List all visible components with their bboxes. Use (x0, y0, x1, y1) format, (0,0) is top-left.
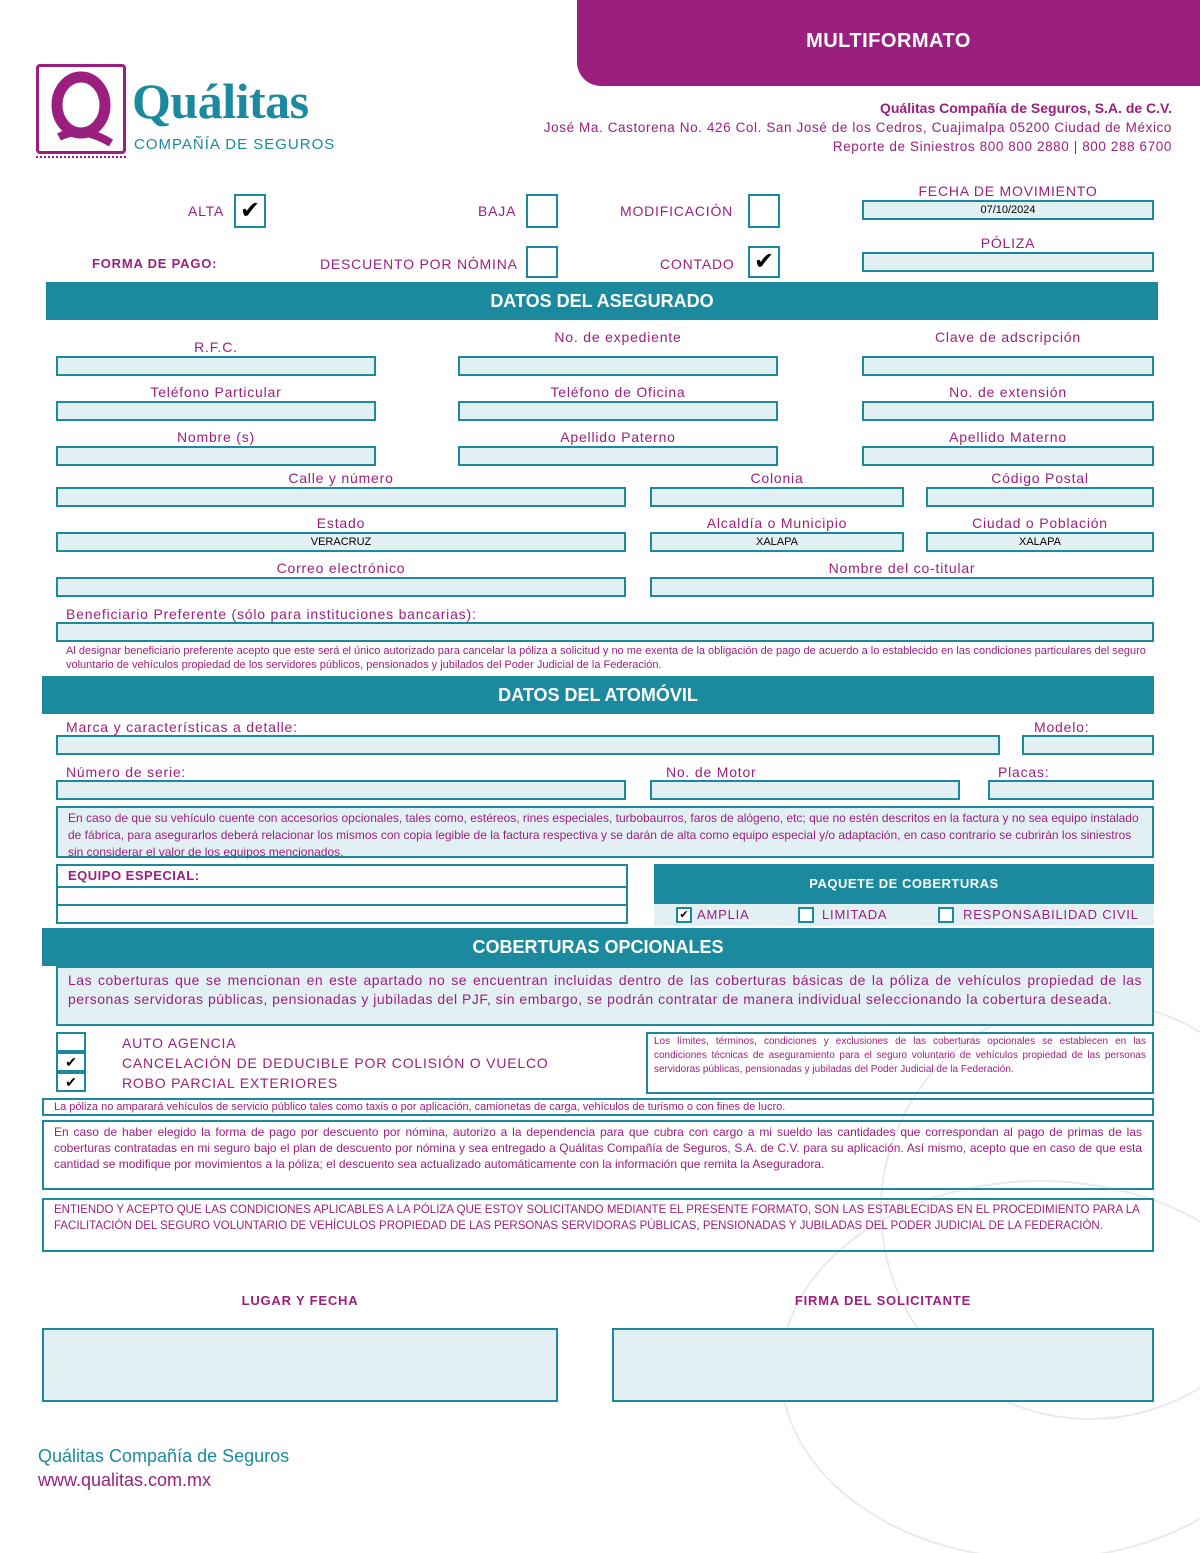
modelo-field[interactable] (1022, 735, 1154, 755)
nombre-field[interactable] (56, 446, 376, 466)
servicio-note-box (42, 1098, 1154, 1116)
logo-subtitle: COMPAÑÍA DE SEGUROS (134, 136, 336, 153)
motor-field[interactable] (650, 780, 960, 800)
numero-serie-label: Número de serie: (66, 764, 187, 780)
baja-checkbox[interactable] (526, 194, 558, 228)
descuento-nomina-label: DESCUENTO POR NÓMINA (320, 256, 518, 272)
alta-checkbox[interactable]: ✔ (234, 194, 266, 228)
limitada-label: LIMITADA (822, 907, 888, 922)
firma-field[interactable] (612, 1328, 1154, 1402)
estado-field[interactable]: VERACRUZ (56, 532, 626, 552)
opcionales-intro-box (56, 966, 1154, 1026)
opcionales-intro: Las coberturas que se mencionan en este apartado no se encuentran incluidas dentro de las coberturas básicas de la póliza de vehículos propiedad de las personas servidoras públicas, pensionadas y jubiladas del PJF, sin embargo, se podrán contratar de manera individual seleccionando la cobertura deseada. (68, 972, 1142, 1007)
accesorios-note: En caso de que su vehículo cuente con accesorios opcionales, tales como, estéreos, rines especiales, turbobaurros, faros de alógeno, etc; que no estén descritos en la factura y no sea equipo instalado de fábrica, para asegurarlos deberá relacionar los mismos con copia legible de la factura respectiva y se darán de alta como equipo especial y/o adaptación, en caso contrario se cubrirán los siniestros sin considerar el valor de los equipos mencionados. (68, 811, 1139, 859)
amplia-label: AMPLIA (697, 907, 750, 922)
municipio-field[interactable]: XALAPA (650, 532, 904, 552)
marca-label: Marca y características a detalle: (66, 719, 298, 735)
nomina-note: En caso de haber elegido la forma de pago por descuento por nómina, autorizo a la dependencia para que cubra con cargo a mi sueldo las cantidades que correspondan al pago de primas de las coberturas contratadas en mi seguro bajo el plan de descuento por nómina y sea entregado a Quálitas Compañía de Seguros, S.A. de C.V. para su aplicación. Así mismo, acepto que en caso de que esta cantidad se modifique por movimientos a la póliza; el descuento sea actualizado automáticamente con la información que remita la Aseguradora. (54, 1125, 1142, 1171)
header-tab-title: MULTIFORMATO (806, 30, 971, 52)
colonia-label: Colonia (750, 470, 804, 486)
limites-note-box (646, 1032, 1154, 1094)
apellido-paterno-label: Apellido Paterno (560, 429, 676, 445)
calle-label: Calle y número (288, 470, 394, 486)
correo-label: Correo electrónico (276, 560, 406, 576)
footer-company: Quálitas Compañía de Seguros (38, 1446, 290, 1466)
lugar-fecha-label: LUGAR Y FECHA (241, 1293, 359, 1308)
nomina-note-box (42, 1120, 1154, 1190)
correo-field[interactable] (56, 577, 626, 597)
numero-serie-field[interactable] (56, 780, 626, 800)
logo (36, 64, 356, 160)
nombre-label: Nombre (s) (176, 429, 255, 445)
robo-parcial-label: ROBO PARCIAL EXTERIORES (122, 1075, 338, 1091)
poliza-label: PÓLIZA (980, 235, 1036, 251)
descuento-nomina-checkbox[interactable] (526, 246, 558, 278)
acepto-note: ENTIENDO Y ACEPTO QUE LAS CONDICIONES APLICABLES A LA PÓLIZA QUE ESTOY SOLICITANDO MEDIANTE EL PRESENTE FORMATO, SON LAS ESTABLECIDAS EN EL PROCEDIMIENTO PARA LA FACILITACIÓN DEL SEGURO VOLUNTARIO DE VEHÍCULOS PROPIEDAD DE LAS PERSONAS SERVIDORAS PÚBLICAS, PENSIONADAS Y JUBILADAS DEL PODER JUDICIAL DE LA FEDERACIÓN. (54, 1204, 1140, 1232)
forma-pago-label: FORMA DE PAGO: (92, 256, 218, 271)
company-name: Quálitas Compañía de Seguros, S.A. de C.V. (879, 100, 1172, 116)
fecha-movimiento-label: FECHA DE MOVIMIENTO (918, 183, 1098, 199)
modificacion-label: MODIFICACIÓN (620, 203, 734, 219)
company-address: José Ma. Castorena No. 426 Col. San José de los Cedros, Cuajimalpa 05200 Ciudad de México (543, 120, 1172, 135)
rfc-label: R.F.C. (194, 339, 238, 355)
responsabilidad-civil-label: RESPONSABILIDAD CIVIL (963, 907, 1139, 922)
motor-label: No. de Motor (666, 764, 757, 780)
placas-label: Placas: (998, 764, 1050, 780)
acepto-note-box (42, 1198, 1154, 1252)
ciudad-field[interactable]: XALAPA (926, 532, 1154, 552)
cotitular-field[interactable] (650, 577, 1154, 597)
servicio-note: La póliza no amparará vehículos de servicio público tales como taxis o por aplicación, camionetas de carga, vehículos de turismo o con fines de lucro. (54, 1101, 786, 1113)
limitada-checkbox[interactable] (798, 907, 814, 923)
telefono-oficina-label: Teléfono de Oficina (550, 384, 686, 400)
company-phones: Reporte de Siniestros 800 800 2880 | 800 288 6700 (832, 139, 1172, 154)
clave-adscripcion-label: Clave de adscripción (935, 329, 1081, 345)
baja-label: BAJA (478, 203, 517, 219)
equipo-especial-box (56, 864, 628, 924)
equipo-especial-line-2[interactable] (58, 904, 626, 922)
paquete-coberturas-title: PAQUETE DE COBERTURAS (654, 864, 1154, 904)
apellido-paterno-field[interactable] (458, 446, 778, 466)
beneficiario-field[interactable] (56, 622, 1154, 642)
codigo-postal-field[interactable] (926, 487, 1154, 507)
logo-q-icon (36, 64, 126, 154)
robo-parcial-checkbox[interactable]: ✔ (56, 1072, 86, 1092)
opcionales-section-title: COBERTURAS OPCIONALES (42, 928, 1154, 966)
accesorios-note-box (56, 806, 1154, 858)
codigo-postal-label: Código Postal (991, 470, 1089, 486)
alta-label: ALTA (188, 203, 225, 219)
automovil-section-title: DATOS DEL ATOMÓVIL (42, 676, 1154, 714)
footer-url[interactable]: www.qualitas.com.mx (38, 1470, 212, 1490)
auto-agencia-label: AUTO AGENCIA (122, 1035, 237, 1051)
beneficiario-label: Beneficiario Preferente (sólo para instituciones bancarias): (66, 606, 477, 622)
beneficiario-note: Al designar beneficiario preferente acepto que este será el único autorizado para cancelar la póliza a solicitud y no me exenta de la obligación de pago de acuerdo a lo establecido en las condiciones particulares del seguro voluntario de vehículos propiedad de los servidores públicos, pensionados y jubilados del Poder Judicial de la Federación. (66, 645, 1146, 671)
expediente-label: No. de expediente (554, 329, 682, 345)
cotitular-label: Nombre del co-titular (828, 560, 976, 576)
calle-field[interactable] (56, 487, 626, 507)
lugar-fecha-field[interactable] (42, 1328, 558, 1402)
telefono-particular-field[interactable] (56, 401, 376, 421)
apellido-materno-label: Apellido Materno (949, 429, 1067, 445)
cancelacion-deducible-checkbox[interactable]: ✔ (56, 1052, 86, 1072)
extension-label: No. de extensión (949, 384, 1067, 400)
apellido-materno-field[interactable] (862, 446, 1154, 466)
placas-field[interactable] (988, 780, 1154, 800)
amplia-checkbox[interactable]: ✔ (676, 907, 692, 923)
asegurado-section-title: DATOS DEL ASEGURADO (46, 282, 1158, 320)
extension-field[interactable] (862, 401, 1154, 421)
firma-label: FIRMA DEL SOLICITANTE (794, 1293, 972, 1308)
logo-name: Quálitas (132, 73, 309, 129)
municipio-label: Alcaldía o Municipio (706, 515, 848, 531)
responsabilidad-civil-checkbox[interactable] (938, 907, 954, 923)
cancelacion-deducible-label: CANCELACIÓN DE DEDUCIBLE POR COLISIÓN O VUELCO (122, 1055, 549, 1071)
colonia-field[interactable] (650, 487, 904, 507)
equipo-especial-line-1[interactable] (58, 886, 626, 904)
header-tab (577, 0, 1200, 86)
equipo-especial-label: EQUIPO ESPECIAL: (68, 868, 200, 883)
rfc-field[interactable] (56, 356, 376, 376)
fecha-movimiento-field[interactable]: 07/10/2024 (862, 200, 1154, 220)
ciudad-label: Ciudad o Población (972, 515, 1108, 531)
expediente-field[interactable] (458, 356, 778, 376)
contado-label: CONTADO (660, 256, 735, 272)
marca-field[interactable] (56, 735, 1000, 755)
clave-adscripcion-field[interactable] (862, 356, 1154, 376)
modificacion-checkbox[interactable] (748, 194, 780, 228)
modelo-label: Modelo: (1034, 719, 1090, 735)
logo-dots (36, 156, 126, 158)
poliza-field[interactable] (862, 252, 1154, 272)
telefono-particular-label: Teléfono Particular (150, 384, 282, 400)
estado-label: Estado (316, 515, 366, 531)
limites-note: Los límites, términos, condiciones y exclusiones de las coberturas opcionales se establecen en las condiciones técnicas de aseguramiento para el seguro voluntario de vehículos propiedad de las personas servidoras públicas, pensionadas y jubiladas del Poder Judicial de la Federación. (654, 1036, 1146, 1075)
contado-checkbox[interactable]: ✔ (748, 246, 780, 278)
auto-agencia-checkbox[interactable] (56, 1032, 86, 1052)
telefono-oficina-field[interactable] (458, 401, 778, 421)
